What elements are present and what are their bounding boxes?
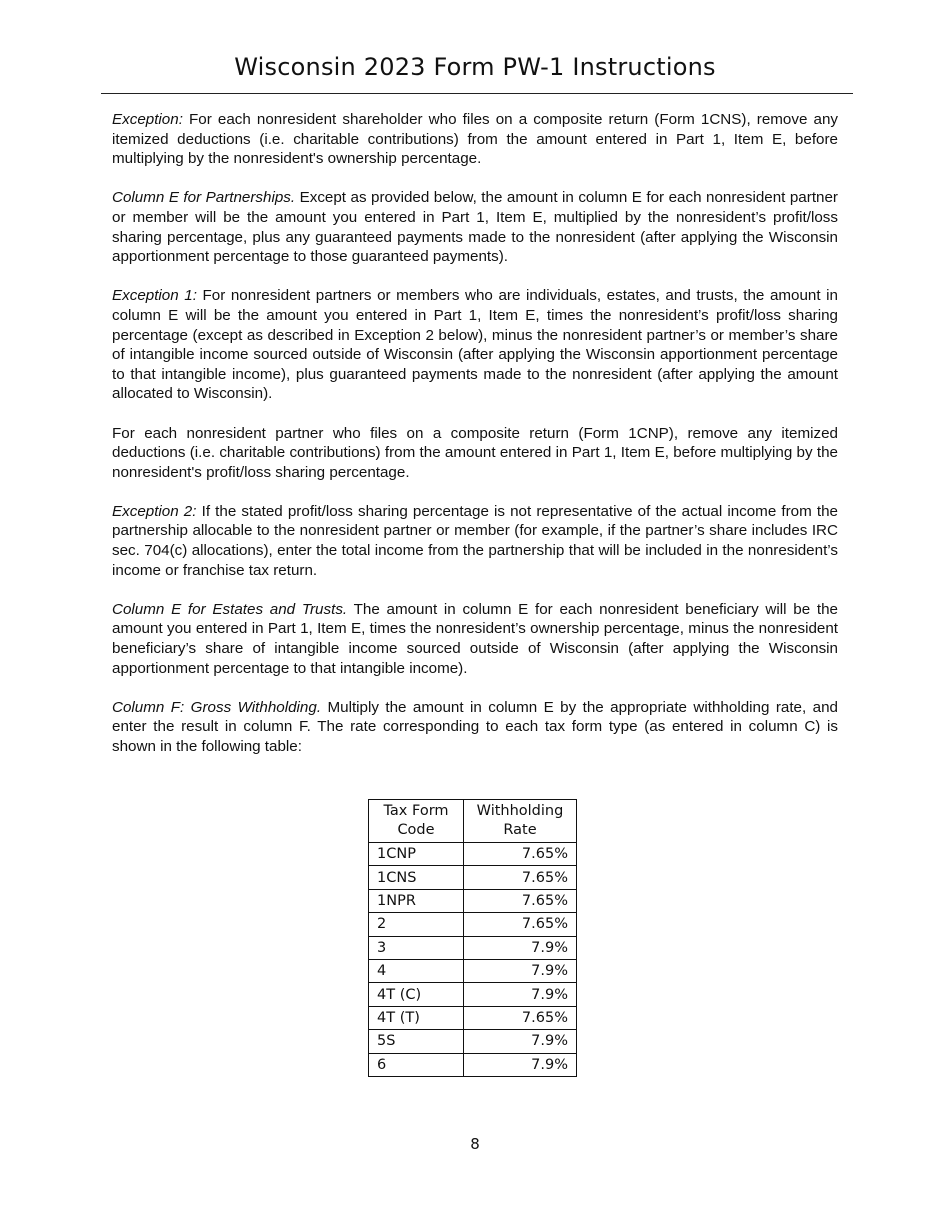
withholding-rate: 7.65% — [464, 866, 577, 889]
withholding-rate: 7.65% — [464, 843, 577, 866]
tax-form-code: 6 — [369, 1053, 464, 1076]
table-row — [369, 959, 577, 982]
withholding-rate: 7.9% — [464, 1053, 577, 1076]
paragraph-text: For each nonresident shareholder who files on a composite return (Form 1CNS), remove any itemized deductions (i.e. charitable contributions) from the amount entered in Part 1, Item E, before multiplying by the nonresident's ownership percentage. — [112, 111, 838, 168]
paragraph-lead: Column E for Partnerships. — [112, 189, 296, 207]
withholding-rate: 7.65% — [464, 1006, 577, 1029]
withholding-rate-table — [368, 799, 577, 1077]
withholding-rate: 7.9% — [464, 983, 577, 1006]
table-row — [369, 843, 577, 866]
page-title: Wisconsin 2023 Form PW-1 Instructions — [234, 53, 716, 81]
paragraph-text: If the stated profit/loss sharing percentage is not representative of the actual income from the partnership allocable to the nonresident partner or member (for example, if the partner’s share includes IRC sec. 704(c) allocations), enter the total income from the partnership that will be included in the nonresident’s income or franchise tax return. — [112, 502, 838, 579]
paragraph-lead: Exception 1: — [112, 287, 197, 305]
withholding-rate: 7.9% — [464, 936, 577, 959]
paragraph-exception-1 — [112, 286, 838, 404]
table-row — [369, 1053, 577, 1076]
tax-form-code: 1CNP — [369, 843, 464, 866]
paragraph-text: Multiply the amount in column E by the appropriate withholding rate, and enter the result in column F. The rate corresponding to each tax form type (as entered in column C) is shown in the following table: — [112, 698, 838, 755]
paragraph-exception-shareholder — [112, 110, 838, 169]
column-header-withholding-rate: Withholding Rate — [464, 800, 577, 843]
table-row — [369, 913, 577, 936]
table-row — [369, 866, 577, 889]
paragraph-exception-2 — [112, 502, 838, 580]
paragraph-lead: Column F: Gross Withholding. — [112, 698, 322, 716]
withholding-rate: 7.65% — [464, 913, 577, 936]
paragraph-text: For nonresident partners or members who are individuals, estates, and trusts, the amount in column E will be the amount you entered in Part 1, Item E, times the nonresident’s profit/loss sharing percentage (except as described in Exception 2 below), minus the nonresident partner’s or member’s share of intangible income sourced outside of Wisconsin (after applying the Wisconsin apportionment percentage to that intangible income), plus guaranteed payments made to the nonresident (after applying the amount allocated to Wisconsin). — [112, 287, 838, 403]
paragraph-lead: Exception 2: — [112, 502, 197, 520]
page-number: 8 — [470, 1135, 480, 1153]
tax-form-code: 4T (T) — [369, 1006, 464, 1029]
table-row — [369, 1006, 577, 1029]
tax-form-code: 5S — [369, 1030, 464, 1053]
withholding-rate: 7.9% — [464, 1030, 577, 1053]
tax-form-code: 4 — [369, 959, 464, 982]
paragraph-text: The amount in column E for each nonresident beneficiary will be the amount you entered in Part 1, Item E, times the nonresident’s ownership percentage, minus the nonresident beneficiary’s share of intangible income sourced outside of Wisconsin (after applying the Wisconsin apportionment percentage to that intangible income). — [112, 600, 838, 677]
tax-form-code: 1CNS — [369, 866, 464, 889]
table-row — [369, 936, 577, 959]
table-row — [369, 1030, 577, 1053]
title-divider — [101, 93, 853, 94]
paragraph-column-e-partnerships — [112, 188, 838, 266]
paragraph-composite-1cnp — [112, 424, 838, 483]
paragraph-lead: Column E for Estates and Trusts. — [112, 600, 348, 618]
paragraph-column-e-estates-trusts — [112, 600, 838, 678]
tax-form-code: 3 — [369, 936, 464, 959]
tax-form-code: 4T (C) — [369, 983, 464, 1006]
table-header-row — [369, 800, 577, 843]
document-body — [112, 110, 838, 776]
paragraph-lead: Exception: — [112, 111, 183, 128]
tax-form-code: 1NPR — [369, 889, 464, 912]
column-header-tax-form-code: Tax Form Code — [369, 800, 464, 843]
table-row — [369, 983, 577, 1006]
paragraph-column-f-withholding — [112, 698, 838, 757]
tax-form-code: 2 — [369, 913, 464, 936]
paragraph-text: Except as provided below, the amount in column E for each nonresident partner or member will be the amount you entered in Part 1, Item E, multiplied by the nonresident’s profit/loss sharing percentage, plus any guaranteed payments made to the nonresident (after applying the Wisconsin apportionment percentage to those guaranteed payments). — [112, 189, 838, 266]
paragraph-text: For each nonresident partner who files on a composite return (Form 1CNP), remove any itemized deductions (i.e. charitable contributions) from the amount entered in Part 1, Item E, before multiplying by the nonresident's profit/loss sharing percentage. — [112, 424, 838, 481]
table-row — [369, 889, 577, 912]
withholding-rate: 7.9% — [464, 959, 577, 982]
withholding-rate: 7.65% — [464, 889, 577, 912]
